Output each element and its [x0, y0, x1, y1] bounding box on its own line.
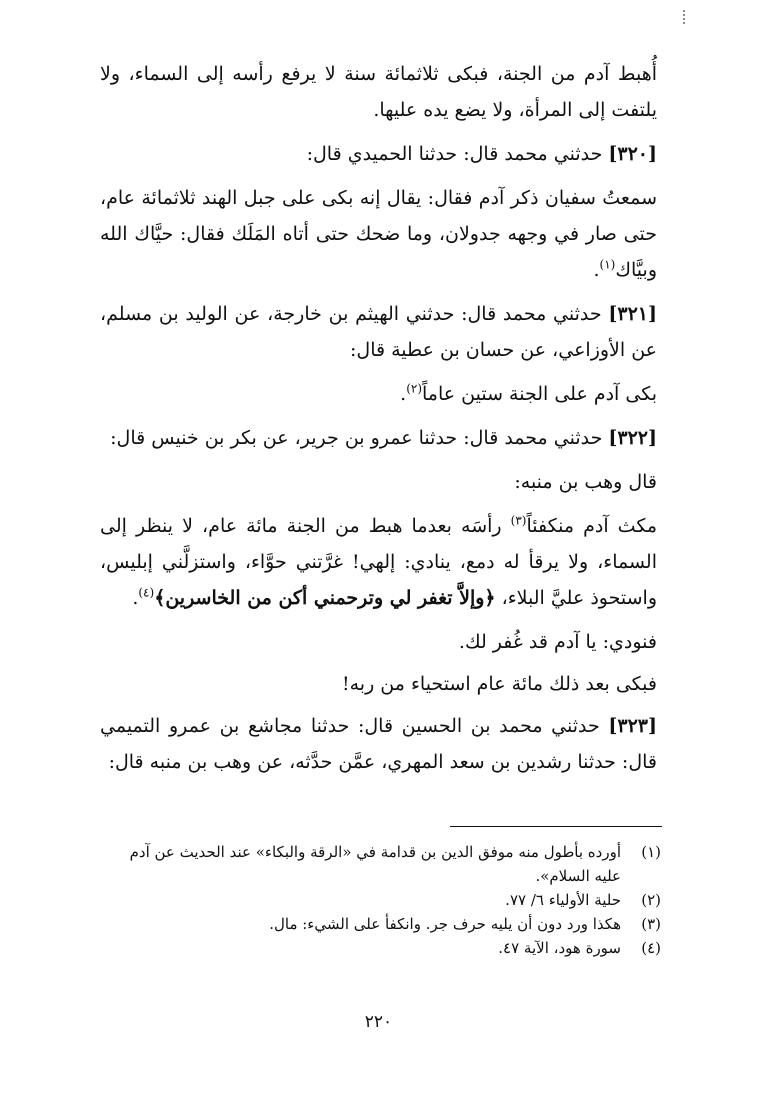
- reference-number: [٣٢٢]: [608, 427, 657, 449]
- footnote: [100, 936, 661, 960]
- quran-verse: ﴿وإلاَّ تغفر لي وترحمني أكن من الخاسرين﴾: [154, 587, 496, 609]
- footnote-text: حلية الأولياء ٦/ ٧٧.: [505, 891, 621, 909]
- paragraph-322: [100, 420, 657, 456]
- paragraph-text: فنودي: يا آدم قد غُفر لك.: [458, 631, 657, 653]
- footnote: [100, 912, 661, 936]
- footnote-text: أورده بأطول منه موفق الدين بن قدامة في «الرقة والبكاء» عند الحديث عن آدم عليه السلام».: [129, 843, 621, 885]
- paragraph-end: .: [593, 259, 600, 281]
- paragraph-3: [100, 180, 657, 288]
- reference-number: [٣٢٠]: [608, 143, 657, 165]
- paragraph-text: سمعتُ سفيان ذكر آدم فقال: يقال إنه بكى على جبل الهند ثلاثمائة عام، حتى صار في وجهه جدولان، وما ضحك حتى أتاه المَلَك فقال: حيَّاك الله وبيَّاك: [100, 187, 657, 281]
- paragraph-text: فبكى بعد ذلك مائة عام استحياء من ربه!: [341, 673, 657, 695]
- footnote-marker: (٣): [510, 513, 527, 528]
- paragraph-text: أُهبط آدم من الجنة، فبكى ثلاثمائة سنة لا يرفع رأسه إلى السماء، ولا يلتفت إلى المرأة، ولا يضع يده عليها.: [100, 63, 657, 121]
- footnotes: [100, 840, 661, 960]
- paragraph-1: [100, 56, 657, 128]
- footnote-number: (٣): [641, 915, 661, 933]
- paragraph-end: .: [132, 587, 139, 609]
- footnote-marker: (٤): [138, 585, 155, 600]
- scan-mark: [683, 10, 687, 24]
- paragraph-5: [100, 376, 657, 412]
- paragraph-text: حدثني محمد بن الحسين قال: حدثنا مجاشع بن عمرو التميمي قال: حدثنا رشدين بن سعد المهري، عمَّن حدَّثه، عن وهب بن منبه قال:: [100, 715, 657, 773]
- paragraph-end: .: [400, 383, 407, 405]
- reference-number: [٣٢١]: [608, 303, 657, 325]
- footnote-number: (١): [641, 843, 661, 861]
- footnote: [100, 888, 661, 912]
- reference-number: [٣٢٣]: [608, 715, 657, 737]
- footnote-number: (٢): [641, 891, 661, 909]
- paragraph-text: بكى آدم على الجنة ستين عاماً: [422, 383, 657, 405]
- paragraph-9: [100, 624, 657, 660]
- paragraph-text: حدثني محمد قال: حدثني الهيثم بن خارجة، عن الوليد بن مسلم، عن الأوزاعي، عن حسان بن عطية قال:: [100, 303, 657, 361]
- paragraph-text: حدثني محمد قال: حدثنا عمرو بن جرير، عن بكر بن خنيس قال:: [110, 427, 609, 449]
- paragraph-321: [100, 296, 657, 368]
- paragraph-text: حدثني محمد قال: حدثنا الحميدي قال:: [306, 143, 609, 165]
- page-number: ٢٢٠: [364, 1012, 393, 1032]
- footnote-number: (٤): [641, 939, 661, 957]
- paragraph-8: [100, 508, 657, 616]
- paragraph-text: مكث آدم منكفئاً: [526, 515, 657, 537]
- footnote-marker: (١): [599, 257, 616, 272]
- footnote-text: سورة هود، الآية ٤٧.: [498, 939, 621, 957]
- paragraph-text: قال وهب بن منبه:: [514, 471, 657, 493]
- footnote-marker: (٢): [406, 381, 423, 396]
- footnote-text: هكذا ورد دون أن يليه حرف جر. وانكفأ على الشيء: مال.: [269, 915, 621, 933]
- paragraph-10: [100, 666, 657, 702]
- footnote-divider: [450, 826, 662, 827]
- paragraph-text: رأسَه بعدما هبط من الجنة مائة عام، لا ينظر إلى السماء، ولا يرقأ له دمع، ينادي: إلهي! غرَّتني حوَّاء، واستزلَّني إبليس، واستحوذ عليَّ البلاء،: [100, 515, 657, 609]
- paragraph-320: [100, 136, 657, 172]
- paragraph-323: [100, 708, 657, 780]
- paragraph-7: [100, 464, 657, 500]
- footnote: [100, 840, 661, 888]
- main-text: [100, 56, 657, 788]
